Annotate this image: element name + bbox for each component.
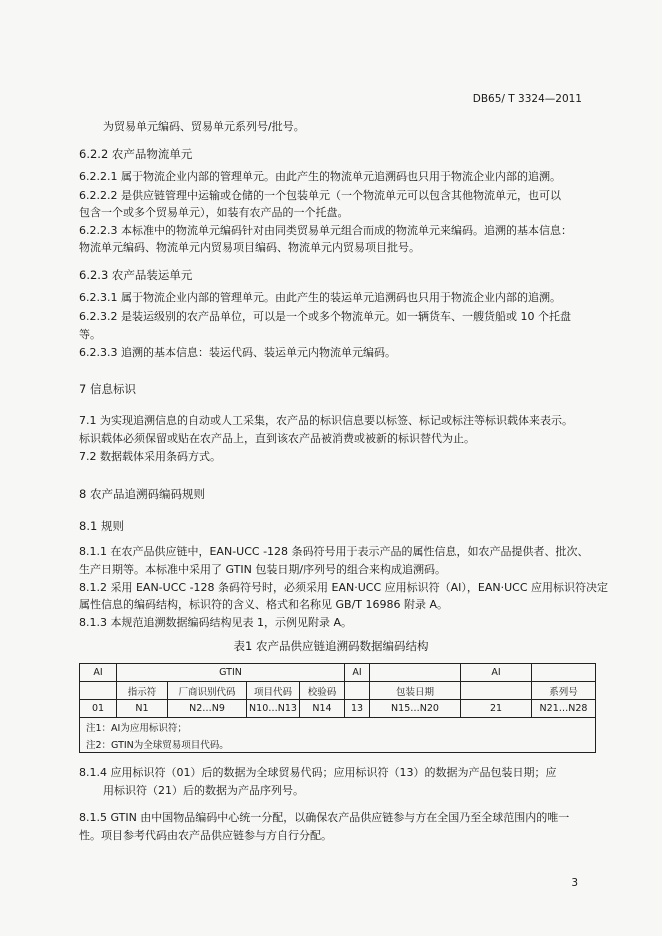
- table-cell: [345, 682, 370, 700]
- text-line: 8.1.2 采用 EAN-UCC -128 条码符号时，必须采用 EAN·UCC 应用标识符（AI），EAN·UCC 应用标识符决定: [79, 581, 609, 594]
- text-line: 7.1 为实现追溯信息的自动或人工采集，农产品的标识信息要以标签、标记或标注等标识载体来表示。: [79, 414, 573, 427]
- text-line: 生产日期等。本标准中采用了 GTIN 包装日期/序列号的组合来构成追溯码。: [79, 563, 447, 576]
- text-line: 等。: [79, 328, 101, 341]
- table-note-row: [80, 718, 596, 736]
- table-cell: 项目代码: [247, 682, 300, 700]
- table-cell: [370, 664, 461, 682]
- text-line: 8.1.3 本规范追溯数据编码结构见表 1，示例见附录 A。: [79, 616, 353, 629]
- text-line: 6.2.2.1 属于物流企业内部的管理单元。由此产生的物流单元追溯码也只用于物流企业内部的追溯。: [79, 170, 561, 183]
- table-cell: 校验码: [300, 682, 345, 700]
- table-cell: [80, 682, 117, 700]
- table-cell: N14: [300, 700, 345, 718]
- table-cell: [461, 682, 532, 700]
- page-number: 3: [571, 877, 578, 889]
- text-line: 标识载体必须保留或贴在农产品上，直到该农产品被消费或被新的标识替代为止。: [79, 432, 475, 445]
- text-line: 7.2 数据载体采用条码方式。: [79, 450, 221, 463]
- table-cell: [532, 664, 596, 682]
- table-cell: 21: [461, 700, 532, 718]
- text-line: 6.2.3.2 是装运级别的农产品单位，可以是一个或多个物流单元。如一辆货车、一艘货船或 10 个托盘: [79, 310, 571, 323]
- text-line: 6.2.3.3 追溯的基本信息：装运代码、装运单元内物流单元编码。: [79, 346, 396, 359]
- text-line: 6.2.3.1 属于物流企业内部的管理单元。由此产生的装运单元追溯码也只用于物流企业内部的追溯。: [79, 291, 561, 304]
- section-heading: 8.1 规则: [79, 519, 124, 533]
- table-note: 注2：GTIN为全球贸易项目代码。: [80, 735, 596, 753]
- section-heading: 6.2.3 农产品装运单元: [79, 268, 193, 282]
- table-caption: 表1 农产品供应链追溯码数据编码结构: [233, 639, 429, 653]
- table-cell: AI: [461, 664, 532, 682]
- table-cell: N10…N13: [247, 700, 300, 718]
- text-line: 性。项目参考代码由农产品供应链参与方自行分配。: [79, 829, 332, 842]
- text-line: 6.2.2.3 本标准中的物流单元编码针对由同类贸易单元组合而成的物流单元来编码。追溯的基本信息：: [79, 224, 572, 237]
- table-cell: 01: [80, 700, 117, 718]
- table-note-row: [80, 735, 596, 753]
- table-row: [80, 700, 596, 718]
- text-line: 8.1.4 应用标识符（01）后的数据为全球贸易代码；应用标识符（13）的数据为产品包装日期；应: [79, 766, 557, 779]
- table-cell: N1: [117, 700, 168, 718]
- section-heading: 6.2.2 农产品物流单元: [79, 147, 193, 161]
- table-cell: AI: [80, 664, 117, 682]
- table-cell: 包装日期: [370, 682, 461, 700]
- text-line: 为贸易单元编码、贸易单元系列号/批号。: [103, 120, 305, 133]
- text-line: 包含一个或多个贸易单元），如装有农产品的一个托盘。: [79, 206, 349, 219]
- section-heading: 7 信息标识: [79, 382, 136, 396]
- coding-structure-table: [79, 663, 596, 753]
- table-cell: 厂商识别代码: [168, 682, 247, 700]
- table-cell: 系列号: [532, 682, 596, 700]
- table-cell: N15…N20: [370, 700, 461, 718]
- section-heading: 8 农产品追溯码编码规则: [79, 487, 205, 501]
- text-line: 8.1.5 GTIN 由中国物品编码中心统一分配，以确保农产品供应链参与方在全国乃至全球范围内的唯一: [79, 811, 570, 824]
- table-row: [80, 682, 596, 700]
- table-cell: 指示符: [117, 682, 168, 700]
- text-line: 物流单元编码、物流单元内贸易项目编码、物流单元内贸易项目批号。: [79, 241, 420, 254]
- table-cell: N2…N9: [168, 700, 247, 718]
- table-cell: GTIN: [117, 664, 345, 682]
- table-note: 注1：AI为应用标识符；: [80, 718, 596, 736]
- text-line: 6.2.2.2 是供应链管理中运输或仓储的一个包装单元（一个物流单元可以包含其他物流单元，也可以: [79, 189, 561, 202]
- text-line: 用标识符（21）后的数据为产品序列号。: [103, 784, 304, 797]
- table-cell: N21…N28: [532, 700, 596, 718]
- text-line: 属性信息的编码结构，标识符的含义、格式和名称见 GB/T 16986 附录 A。: [79, 598, 448, 611]
- table-row: [80, 664, 596, 682]
- table-cell: AI: [345, 664, 370, 682]
- table-cell: 13: [345, 700, 370, 718]
- text-line: 8.1.1 在农产品供应链中，EAN-UCC -128 条码符号用于表示产品的属性信息，如农产品提供者、批次、: [79, 545, 589, 558]
- document-code-header: DB65/ T 3324—2011: [472, 93, 582, 105]
